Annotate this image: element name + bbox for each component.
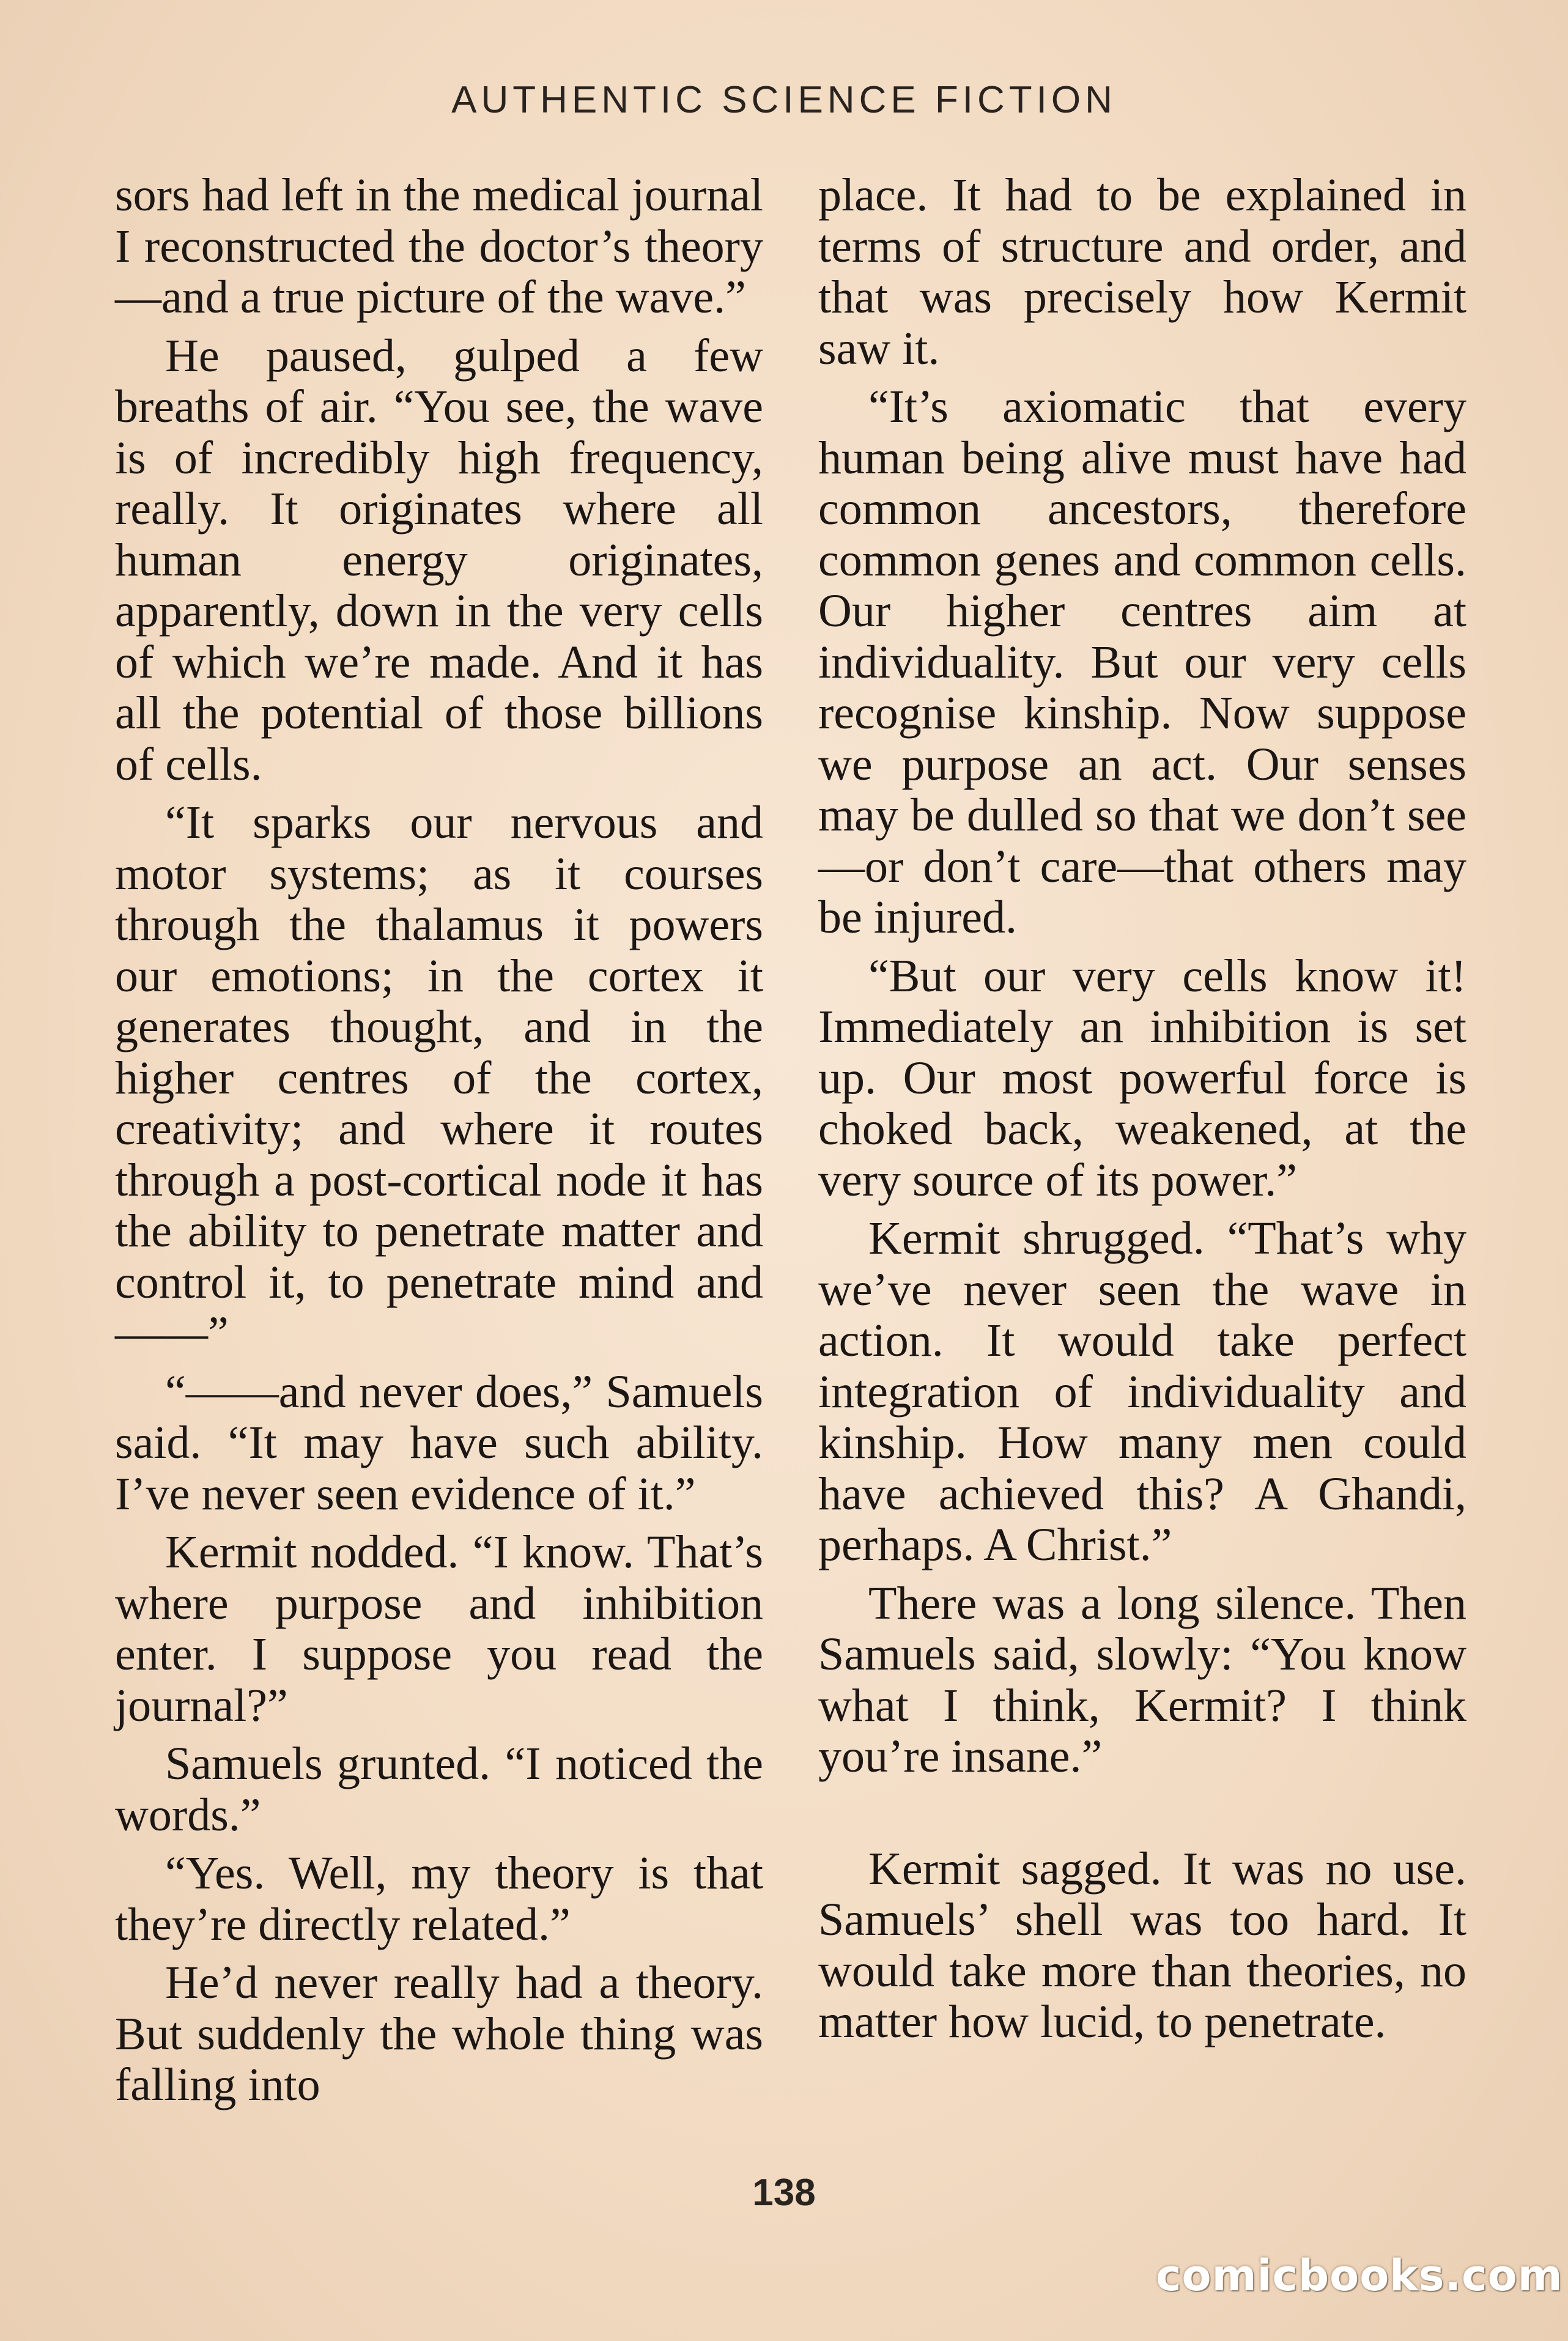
paragraph: Kermit nodded. “I know. That’s where purpose and inhibition enter. I suppose you read the journal?” xyxy=(115,1526,763,1731)
paragraph: “But our very cells know it! Immediately an inhibition is set up. Our most powerful force is choked back, weakened, at the very source of its power.” xyxy=(818,950,1466,1206)
page-number: 138 xyxy=(752,2172,816,2214)
paragraph: Kermit sagged. It was no use. Samuels’ shell was too hard. It would take more than theories, no matter how lucid, to penetrate. xyxy=(818,1843,1466,2047)
paragraph: “It sparks our nervous and motor systems; as it courses through the thalamus it powers our emotions; in the cortex it generates thought, and in the higher centres of the cortex, creativity; and where it routes through a post-cortical node it has the ability to penetrate matter and control it, to penetrate mind and——” xyxy=(115,797,763,1359)
left-column xyxy=(115,170,763,2118)
paragraph: He’d never really had a theory. But suddenly the whole thing was falling into xyxy=(115,1957,763,2110)
paragraph: “It’s axiomatic that every human being alive must have had common ancestors, therefore common genes and common cells. Our higher centres aim at individuality. But our very cells recognise kinship. Now suppose we purpose an act. Our senses may be dulled so that we don’t see—or don’t care—that others may be injured. xyxy=(818,381,1466,943)
paragraph: Kermit shrugged. “That’s why we’ve never seen the wave in action. It would take perfect integration of individuality and kinship. How many men could have achieved this? A Ghandi, perhaps. A Christ.” xyxy=(818,1213,1466,1570)
paragraph: “——and never does,” Samuels said. “It may have such ability. I’ve never seen evidence of it.” xyxy=(115,1366,763,1520)
paragraph: He paused, gulped a few breaths of air. “You see, the wave is of incredibly high frequency, really. It originates where all human energy originates, apparently, down in the very cells of which we’re made. And it has all the potential of those billions of cells. xyxy=(115,330,763,790)
paragraph: place. It had to be explained in terms of structure and order, and that was precisely how Kermit saw it. xyxy=(818,169,1466,374)
paragraph: “Yes. Well, my theory is that they’re directly related.” xyxy=(115,1847,763,1950)
paragraph: sors had left in the medical journal I reconstructed the doctor’s theory—and a true picture of the wave.” xyxy=(115,169,763,323)
watermark: comicbooks.com xyxy=(1156,2250,1563,2301)
paragraph: Samuels grunted. “I noticed the words.” xyxy=(115,1738,763,1841)
right-column xyxy=(818,170,1466,2055)
paragraph: There was a long silence. Then Samuels said, slowly: “You know what I think, Kermit? I think you’re insane.” xyxy=(818,1577,1466,1782)
running-head: AUTHENTIC SCIENCE FICTION xyxy=(451,79,1117,121)
